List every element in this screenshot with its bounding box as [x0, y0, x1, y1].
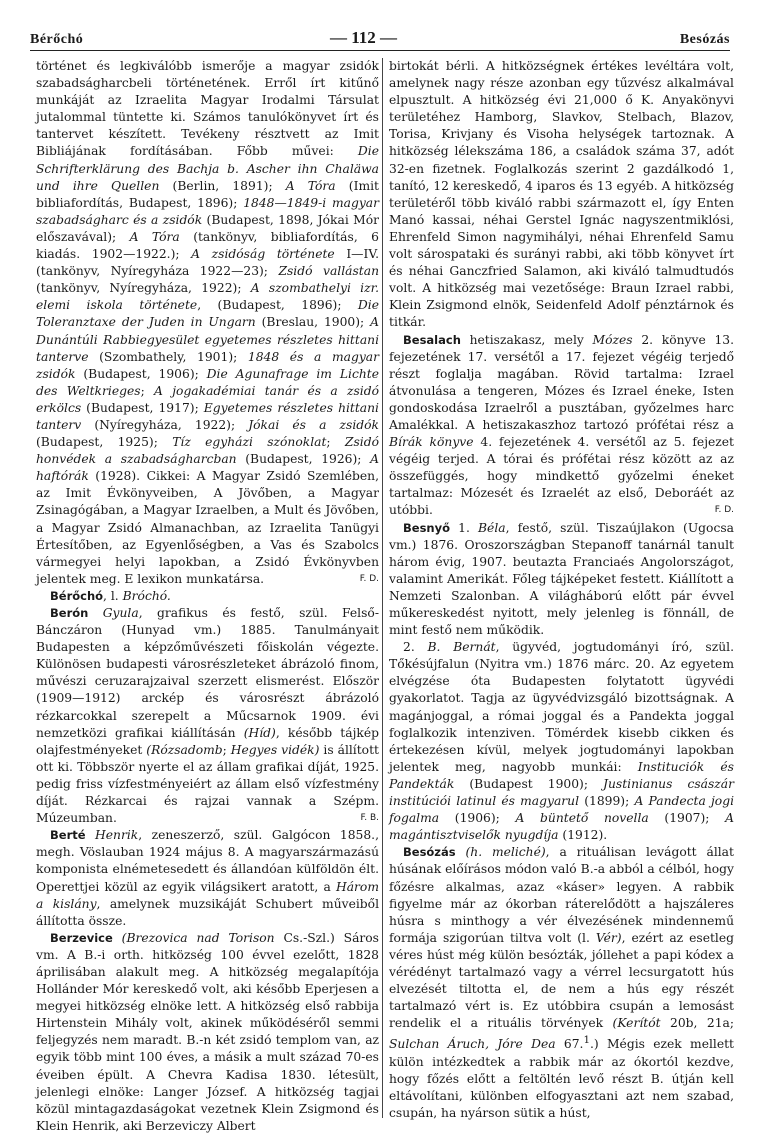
lexicon-entry [36, 588, 379, 605]
entry-text: Gyula, grafikus és festő, szül. Felső-Bánczáron (Hunyad vm.) 1885. Tanulmányait Budapesten a képzőművészeti főiskolán végezte. Különösen budapesti városrészleteket ábrázoló finom, művészi ceruzarajzaival szerzett elismerést. Először (1909—1912) arckép és városrészt ábrázoló rézkarcokkal szerepelt a Műcsarnok 1909. évi nemzetközi grafikai kiállításán (Híd), később tájkép olajfestményeket (Rózsadomb; Hegyes vidék) is állított ott ki. Többször nyerte el az állam grafikai díját, 1925. pedig friss vízfestményeiért az állam első vízfestmény díját. Rézkarcai és rajzai vannak a Szépm. Múzeumban. [36, 606, 379, 826]
entry-headword: Berón [50, 606, 89, 620]
lexicon-entry [389, 844, 734, 1122]
entry-headword: Berté [50, 828, 86, 843]
running-header [0, 24, 760, 48]
entry-text: Henrik, zeneszerző, szül. Galgócon 1858., megh. Vöslauban 1924 május 8. A magyarszármazású komponista elnémetesedett és állandóan külföldön élt. Operettjei közül az egyik világsikert aratott, a Három a kislány, amelynek muzsikáját Schubert műveiből állította össze. [36, 828, 379, 928]
paragraph [389, 58, 734, 332]
entry-text: (Brezovica nad Torison Cs.-Szl.) Sáros vm. A B.-i orth. hitközség 100 évvel ezelőtt, 1828 áprilisában alakult meg. A hitközség megalapítója Hollánder Mór kereskedő volt, aki később Eperjesen a megyei hitközség elnöke lett. A hitközség első rabbija Hirtenstein Mihály volt, akinek működéséről semmi feljegyzés nem maradt. B.-n két zsidó templom van, az egyik több mint 100 éves, a másik a mult század 70-es éveiben épült. A Chevra Kadisa 1830. létesült, jelenlegi elnöke: Langer József. A hitközség tagjai közül mintagazdaságokat vezetnek Klein Zsigmond és Klein Henrik, aki Berzeviczy Albert [36, 930, 379, 1133]
paragraph [36, 58, 379, 588]
lexicon-entry [389, 520, 734, 640]
header-right-word: Besózás [679, 32, 730, 47]
author-signature: F. D. [359, 573, 379, 584]
entry-headword: Besalach [403, 332, 461, 347]
entry-headword: Besózás [403, 845, 456, 860]
entry-headword: Besnyő [403, 520, 450, 535]
paragraph [389, 639, 734, 844]
lexicon-entry [36, 605, 379, 827]
header-rule [30, 50, 730, 51]
entry-text: (h. meliché), a rituálisan levágott állat húsának előírásos módon való B.-a abból a célból, hogy főzésre alkalmas, azaz «káser» legyen. A rabbik figyelme már az ókorban ráterelődött a hajszáleres húsra s minthogy a vér élvezésének mindennemű formája szigorúan tiltva volt (l. Vér), ezért az esetleg véres húst még külön besózták, jóllehet a papi kódex a vérédényt tartalmazó vagy a vérrel lecsurgatott hús elvezését tiltotta el, de nem a hús egy részét tartalmazó vért is. Ez utóbbira csupán a lemosást rendelik el a rituális törvények (Kerítót 20b, 21a; Sulchan Áruch, Jóre Dea 67.$^1$.) Mégis ezek mellett külön intézkedtek a rabbik már az ókortól kezdve, hogy főzés előtt a feltöltén levő részt B. útján kell eltávolítani, különben elfogyasztani azt nem szabad, csupán, ha nyárson sütik a húst, [389, 845, 735, 1120]
entry-text: történet és legkiválóbb ismerője a magyar zsidók szabadságharcbeli történetének. Erről írt kitűnő munkáját az Izraelita Magyar Irodalmi Társulat jutalommal tüntette ki. Számos tanulókönyvet írt és tantervet készített. Tevékeny résztvett az Imit Bibliájának fordításában. Főbb művei: Die Schrifterklärung des Bachja b. Ascher ihn Chaläwa und ihre Quellen (Berlin, 1891); A Tóra (Imit bibliafordítás, Budapest, 1896); 1848—1849-i magyar szabadságharc és a zsidók (Budapest, 1898, Jókai Mór előszavával); A Tóra (tankönyv, bibliafordítás, 6 kiadás. 1902—1922.); A zsidóság története I—IV. (tankönyv, Nyíregyháza 1922—23); Zsidó vallástan (tankönyv, Nyíregyháza, 1922); A szombathelyi izr. elemi iskola története, (Budapest, 1896); Die Toleranztaxe der Juden in Ungarn (Breslau, 1900); A Dunántúli Rabbiegyesület egyetemes részletes hittani tanterve (Szombathely, 1901); 1848 és a magyar zsidók (Budapest, 1906); Die Agunafrage im Lichte des Weltkrieges; A jogakadémiai tanár és a zsidó erkölcs (Budapest, 1917); Egyetemes részletes hittani tanterv (Nyíregyháza, 1922); Jókai és a zsidók (Budapest, 1925); Tíz egyházi szónoklat; Zsidó honvédek a szabadságharcban (Budapest, 1926); A haftórák (1928). Cikkei: A Magyar Zsidó Szemlében, az Imit Évkönyveiben, A Jövőben, a Magyar Zsinagógában, a Magyar Izraelben, a Mult és Jövőben, a Magyar Zsidó Almanachban, az Izraelita Tanügyi Értesítőben, az Egyenlőségben, a Vas és Szabolcs vármegyei helyi lapokban, a Zsidó Évkönyvben jelentek meg. E lexikon munkatársa. [36, 59, 380, 586]
lexicon-entry [389, 332, 734, 520]
column-divider [382, 58, 383, 1118]
entry-headword: Bérőchó [50, 588, 104, 603]
author-signature: F. D. [714, 505, 734, 516]
entry-text: hetiszakasz, mely Mózes 2. könyve 13. fejezetének 17. versétől a 17. fejezet végéig terjedő részt foglalja magában. Rövid tartalma: Izrael átvonulása a tengeren, Mózes és Izrael éneke, Isten gondoskodása Izraelről a pusztában, győzelmes harc Amalékkal. A hetiszakaszhoz tartozó prófétai rész a Bírák könyve 4. fejezetének 4. versétől az 5. fejezet végéig terjed. A tórai és prófétai rész között az az összefüggés, hogy mindkettő győzelmi éneket tartalmaz: Mózesét és Izraelét az első, Deboráét az utóbbi. [389, 332, 734, 518]
lexicon-entry [36, 930, 379, 1135]
entry-text: , l. Bróchó. [103, 588, 171, 603]
header-left-word: Bérőchó [30, 32, 84, 47]
left-column [36, 58, 379, 1135]
page-number: — 112 — [330, 28, 398, 47]
lexicon-entry [36, 827, 379, 930]
entry-headword: Berzevice [50, 930, 113, 945]
author-signature: F. B. [360, 813, 379, 824]
entry-text: birtokát bérli. A hitközségnek értékes levéltára volt, amelynek nagy része azonban egy tűzvész alkalmával elpusztult. A hitközség évi 21,000 ő K. Anyakönyvi területéhez Hamborg, Slavkov, Stelbach, Blazov, Torisa, Krivjany és Visoha helységek tartoznak. A hitközség lélekszáma 186, a családok száma 37, adót 32-en fizetnek. Foglalkozás szerint 2 gazdálkodó 1, tanító, 12 kereskedő, 4 iparos és 13 egyéb. A hitközség területéről több kiváló rabbi származott el, így Enten Manó kassai, néhai Gerstel Ignác nagyszentmiklósi, Ehrenfeld Simon nagymihályi, néhai Ehrenfeld Samu volt sárospataki és surányi rabbi, aki több könyvet írt és néhai Ganczfried Salamon, aki kiváló talmudtudós volt. A hitközség mai vezetősége: Braun Izrael rabbi, Klein Zsigmond elnök, Seidenfeld Adolf pénztárnok és titkár. [389, 59, 734, 330]
right-column [389, 58, 734, 1122]
entry-text: 1. Béla, festő, szül. Tiszaújlakon (Ugocsa vm.) 1876. Oroszországban Stepanoff tanárnál tanult három évig, 1907. beutazta Franciaés Angolországot, valamint Amerikát. Főleg tájképeket festett. Kiállított a Nemzeti Szalonban. A világháború előtt pár évvel műkereskedést nyitott, mely jelenleg is fönnáll, de mint festő nem működik. [389, 520, 734, 638]
entry-text: 2. B. Bernát, ügyvéd, jogtudományi író, szül. Tőkésújfalun (Nyitra vm.) 1876 márc. 20. Az egyetem elvégzése óta Budapesten folytatott ügyvédi gyakorlatot. Tagja az ügyvédvizsgáló bizottságnak. A magánjoggal, a római joggal és a Pandekta joggal foglalkozik intenziven. Tömérdek kisebb cikken és értekezésen kívül, melyek jogtudományi lapokban jelentek meg, nagyobb munkái: Instituciók és Pandekták (Budapest 1900); Justinianus császár institúciói latinul és magyarul (1899); A Pandecta jogi fogalma (1906); A büntető novella (1907); A magántisztviselők nyugdíja (1912). [389, 640, 735, 843]
